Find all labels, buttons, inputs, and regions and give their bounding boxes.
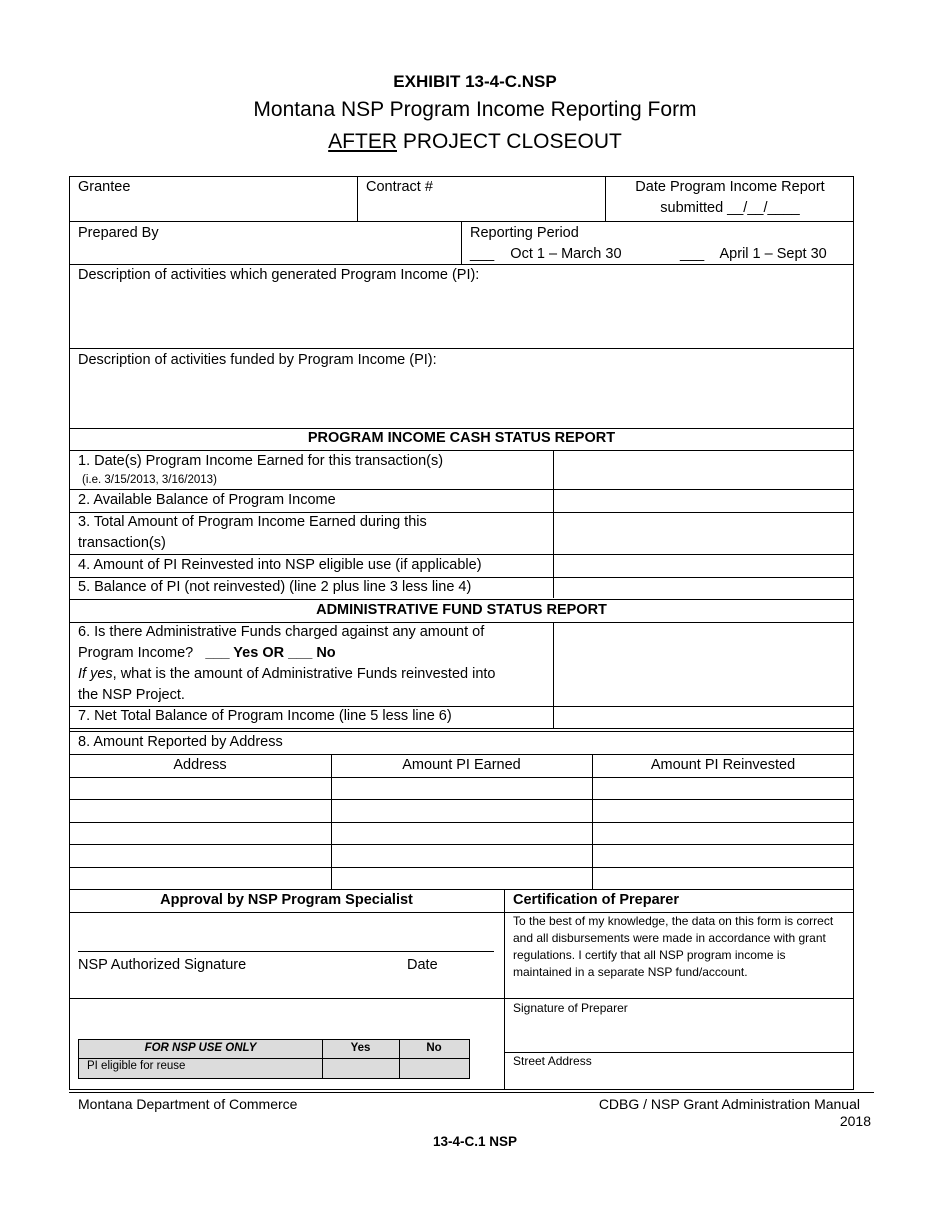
desc-generated-field[interactable]: Description of activities which generated Program Income (PI):	[78, 267, 480, 283]
page-number: 13-4-C.1 NSP	[432, 1134, 518, 1149]
footer-right: CDBG / NSP Grant Administration Manual	[598, 1096, 860, 1112]
grantee-field[interactable]: Grantee	[78, 179, 131, 195]
line6-prefix: Program Income?	[78, 645, 194, 661]
table-row[interactable]	[69, 799, 854, 800]
preparer-signature-field[interactable]: Signature of Preparer	[513, 1001, 628, 1015]
prepared-by-field[interactable]: Prepared By	[78, 225, 159, 241]
line3-label-cont: transaction(s)	[78, 535, 166, 551]
line1-label: 1. Date(s) Program Income Earned for this transaction(s)	[78, 453, 444, 469]
line6-question	[78, 643, 336, 664]
period-option-oct-march[interactable]: ___ Oct 1 – March 30	[470, 246, 622, 262]
line3-label: 3. Total Amount of Program Income Earned during this	[78, 514, 427, 530]
date-report-label: Date Program Income Report	[635, 179, 825, 195]
nsp-use-heading: FOR NSP USE ONLY	[144, 1042, 257, 1054]
table-row[interactable]	[69, 844, 854, 845]
contract-field[interactable]: Contract #	[366, 179, 433, 195]
approval-heading: Approval by NSP Program Specialist	[160, 892, 413, 908]
date-submitted-field[interactable]: submitted __/__/____	[660, 200, 800, 216]
line7-label: 7. Net Total Balance of Program Income (line 5 less line 6)	[78, 708, 452, 724]
footer-left: Montana Department of Commerce	[78, 1096, 298, 1112]
admin-status-heading: ADMINISTRATIVE FUND STATUS REPORT	[316, 602, 607, 618]
form-title: Montana NSP Program Income Reporting Form	[253, 98, 697, 121]
reporting-period-label: Reporting Period	[470, 225, 579, 241]
if-yes-rest: , what is the amount of Administrative Funds reinvested into	[112, 666, 496, 682]
col-amount-reinvested: Amount PI Reinvested	[650, 757, 796, 773]
subtitle-rest: PROJECT CLOSEOUT	[397, 130, 622, 153]
line6-ifyes	[78, 664, 496, 685]
line5-label: 5. Balance of PI (not reinvested) (line 2 plus line 3 less line 4)	[78, 579, 472, 595]
col-amount-earned: Amount PI Earned	[402, 757, 521, 773]
nsp-use-only-box	[78, 1039, 470, 1079]
nsp-signature-label: NSP Authorized Signature	[78, 957, 247, 973]
pi-eligible-label: PI eligible for reuse	[87, 1060, 186, 1072]
line6-label: 6. Is there Administrative Funds charged against any amount of	[78, 624, 485, 640]
nsp-yes-header: Yes	[350, 1042, 371, 1054]
subtitle-after: AFTER	[328, 130, 397, 153]
table-row[interactable]	[69, 867, 854, 868]
cash-status-heading: PROGRAM INCOME CASH STATUS REPORT	[307, 430, 616, 446]
certification-heading: Certification of Preparer	[513, 892, 679, 908]
line1-note: (i.e. 3/15/2013, 3/16/2013)	[82, 474, 217, 486]
table-row[interactable]	[69, 822, 854, 823]
nsp-no-header: No	[426, 1042, 442, 1054]
pi-eligible-no-cell[interactable]	[400, 1059, 469, 1078]
nsp-signature-line[interactable]	[78, 951, 494, 952]
exhibit-number: EXHIBIT 13-4-C.NSP	[393, 72, 557, 91]
footer-year: 2018	[839, 1113, 871, 1129]
report-form	[69, 176, 854, 1090]
period-option-april-sept[interactable]: ___ April 1 – Sept 30	[680, 246, 827, 262]
line4-label: 4. Amount of PI Reinvested into NSP eligible use (if applicable)	[78, 557, 482, 573]
pi-eligible-yes-cell[interactable]	[323, 1059, 399, 1078]
line8-heading: 8. Amount Reported by Address	[78, 734, 283, 750]
desc-funded-field[interactable]: Description of activities funded by Program Income (PI):	[78, 352, 437, 368]
line2-label: 2. Available Balance of Program Income	[78, 492, 336, 508]
if-yes-italic: If yes	[78, 666, 113, 682]
approval-date-label: Date	[407, 957, 438, 973]
form-subtitle	[0, 130, 950, 154]
street-address-field[interactable]: Street Address	[513, 1054, 592, 1068]
col-address: Address	[173, 757, 227, 773]
certification-text: To the best of my knowledge, the data on this form is correct and all disbursements were made in accordance with grant regulations. I certify that all NSP program income is maintained in a separate NSP fund/account.	[513, 914, 834, 979]
line6-project: the NSP Project.	[78, 687, 185, 703]
yes-no-choice[interactable]: ___ Yes OR ___ No	[205, 645, 336, 661]
footer-rule	[69, 1092, 874, 1093]
